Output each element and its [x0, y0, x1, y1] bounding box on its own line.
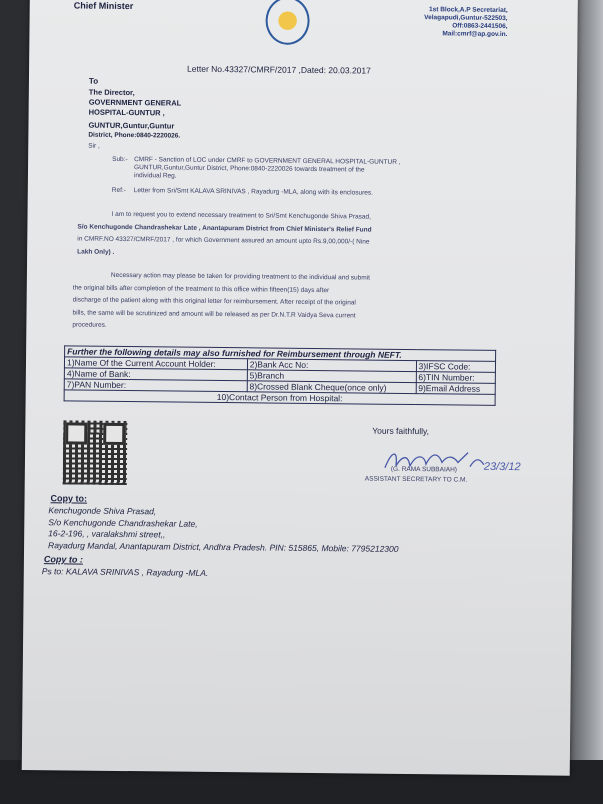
- letter-number: Letter No.43327/CMRF/2017 ,Dated: 20.03.2017: [187, 63, 371, 76]
- recipient-line: HOSPITAL-GUNTUR ,: [88, 107, 165, 118]
- ref-label: Ref:-: [111, 186, 126, 195]
- sub-label: Sub:-: [112, 155, 128, 164]
- subject-text: [134, 156, 514, 184]
- copy-to-address: [48, 505, 399, 555]
- ref-text: Letter from Sri/Smt KALAVA SRINIVAS , Rayadurg -MLA, along with its enclosures.: [133, 187, 373, 197]
- table-cell: 4)Name of Bank:: [64, 368, 247, 381]
- closing: Yours faithfully,: [372, 425, 430, 437]
- address-line: Velagapudi,Guntur-522503,: [424, 14, 508, 23]
- recipient-line: District, Phone:0840-2220026.: [88, 131, 181, 140]
- address-line: 1st Block,A.P Secretariat,: [429, 6, 508, 15]
- salutation: Sir ,: [88, 142, 100, 150]
- para-line: I am to request you to extend necessary treatment to Sri/Smt Kenchugonde Shiva Prasad,: [111, 210, 371, 221]
- copy-line: Rayadurg Mandal, Anantapuram District, Andhra Pradesh. PIN: 515865, Mobile: 7795212300: [48, 539, 399, 554]
- table-cell: 10)Contact Person from Hospital:: [64, 390, 495, 406]
- address-line: Mail:cmrf@ap.gov.in.: [442, 30, 508, 39]
- table-cell: 6)TIN Number:: [416, 372, 496, 384]
- recipient-line: GOVERNMENT GENERAL: [88, 97, 182, 108]
- table-cell: 7)PAN Number:: [64, 379, 247, 392]
- copy-to-label: Copy to:: [50, 493, 88, 504]
- signatory-name: (G. RAMA SUBBAIAH): [390, 465, 458, 474]
- paragraph-instructions: [72, 269, 513, 336]
- para-line: discharge of the patient along with this original letter for reimbursement. After receipt of the original: [72, 296, 356, 307]
- handwritten-date: 23/3/12: [483, 460, 521, 474]
- subject-line: CMRF - Sanction of LOC under CMRF to GOVERNMENT GENERAL HOSPITAL-GUNTUR ,: [134, 156, 401, 166]
- copy-to-label-2: Copy to :: [43, 554, 83, 565]
- copy-to-mla: Ps to: KALAVA SRINIVAS , Rayadurg -MLA.: [41, 566, 209, 578]
- subject-line: GUNTUR,Guntur,Guntur District, Phone:0840-2220026 towards treatment of the: [134, 164, 365, 174]
- para-line: the original bills after completion of the treatment to this office within fifteen(15) days after: [72, 283, 330, 294]
- paragraph-request: [77, 209, 508, 264]
- table-cell: 1)Name Of the Current Account Holder:: [64, 357, 247, 370]
- to-label: To: [88, 76, 99, 86]
- letter-document: [22, 0, 578, 776]
- para-line: Lakh Only) .: [77, 248, 115, 256]
- address-line: Off:0863-2441506,: [452, 22, 508, 31]
- para-line: S/o Kenchugonde Chandrashekar Late , Anantapuram District from Chief Minister's Relief Fund: [77, 223, 372, 234]
- recipient-line: GUNTUR,Guntur,Guntur: [88, 120, 175, 131]
- office-address: [424, 6, 508, 39]
- table-cell: 5)Branch: [247, 370, 416, 383]
- recipient-line: The Director,: [88, 87, 135, 98]
- para-line: in CMRF.NO 43327/CMRF/2017 , for which Government assured an amount upto Rs.9,00,000/-( Nine: [77, 235, 370, 246]
- recipient-address: [88, 88, 181, 142]
- neft-details-table: [64, 345, 497, 406]
- table-cell: 8)Crossed Blank Cheque(once only): [247, 381, 416, 394]
- subject-line: individual Reg.: [133, 172, 177, 180]
- para-line: bills, the same will be scrutinized and amount will be released as per Dr.N.T.R Vaidya Seva current: [72, 308, 356, 319]
- designation-header: Chief Minister: [73, 0, 134, 12]
- table-cell: 3)IFSC Code:: [416, 361, 496, 373]
- qr-code-icon: [63, 420, 128, 485]
- copy-line: 16-2-196, , varalakshmi street,,: [48, 528, 166, 540]
- table-cell: 2)Bank Acc No:: [247, 359, 416, 372]
- table-cell: 9)Email Address: [416, 383, 496, 395]
- copy-line: Kenchugonde Shiva Prasad,: [48, 505, 157, 517]
- signatory-designation: ASSISTANT SECRETARY TO C.M.: [364, 475, 468, 484]
- para-line: procedures.: [72, 321, 107, 329]
- table-title: Further the following details may also furnished for Reimbursement through NEFT.: [65, 346, 496, 362]
- government-emblem-icon: [265, 0, 310, 45]
- para-line: Necessary action may please be taken for providing treatment to the individual and submit: [110, 271, 370, 282]
- copy-line: S/o Kenchugonde Chandrashekar Late,: [48, 516, 198, 529]
